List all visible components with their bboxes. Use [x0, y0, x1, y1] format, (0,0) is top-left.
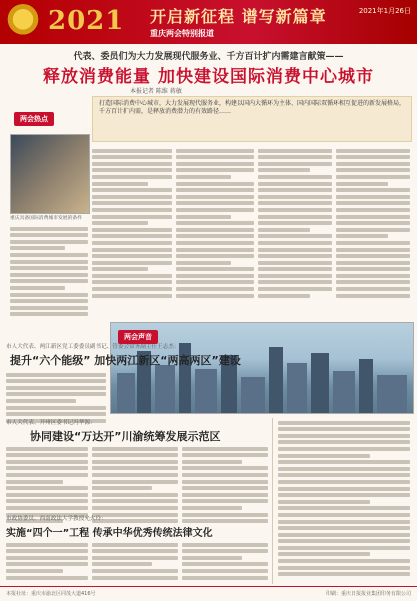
item3-headline: 实施“四个一”工程 传承中华优秀传统法律文化: [6, 528, 213, 539]
masthead-subtitle: 重庆两会特别报道: [150, 29, 214, 38]
body-column-3: [176, 146, 254, 300]
national-emblem-icon: [6, 4, 40, 38]
article-intro-box: [92, 96, 412, 142]
article-byline: 本报记者 陈维 蒋敏: [130, 88, 182, 95]
article-photo: [10, 134, 90, 214]
masthead-banner: [0, 0, 417, 44]
masthead-slogan: 开启新征程 谱写新篇章: [150, 7, 327, 26]
masthead-year: 2021: [48, 6, 125, 36]
article-kicker: 代表、委员们为大力发展现代服务业、千方百计扩内需建言献策——: [73, 52, 344, 62]
item2-headline: 协同建设“万达开”川渝统筹发展示范区: [30, 430, 221, 443]
masthead-date: 2021年1月26日: [358, 7, 411, 15]
article-headline: 释放消费能量 加快建设国际消费中心城市: [43, 67, 374, 87]
page-footer: [0, 586, 417, 601]
item1-headline: 提升“六个能级” 加快两江新区“两高两区”建设: [10, 354, 241, 367]
article-intro: 打造国际消费中心城市，大力发展现代服务业，构建以国内大循环为主体、国内国际双循环相互促进的新发展格局，千方百计扩内需，是释放消费潜力的有效路径……: [99, 100, 406, 115]
item3-body-a: [6, 540, 88, 582]
body-column-5: [336, 146, 410, 300]
item3-lead: 市政协委员、西南政法大学教授允火玲：: [6, 516, 107, 522]
body-column-4: [258, 146, 332, 300]
column-divider: [272, 418, 273, 584]
body-column-2: [92, 146, 172, 300]
section-tag-hot: 两会热点: [14, 112, 54, 126]
photo-caption: 重庆具备国际消费城市发展的条件: [10, 216, 82, 221]
item3-body-b: [92, 540, 178, 582]
item3-body-c: [182, 540, 268, 582]
section-tag-voices: 两会声音: [118, 330, 158, 344]
item1-lead: 市人大代表、两江新区党工委委员副书记、管委会常务副主任王志杰：: [6, 344, 180, 350]
right-column-body: [278, 418, 410, 579]
footer-left: 本报社址：重庆市渝北区同茂大道416号: [6, 591, 96, 597]
item2-lead: 市人大代表、开州区委书记冯华源：: [6, 420, 96, 426]
body-column-1: [10, 224, 88, 319]
footer-right: 印刷：重庆日报报业集团印务有限公司: [325, 591, 411, 597]
